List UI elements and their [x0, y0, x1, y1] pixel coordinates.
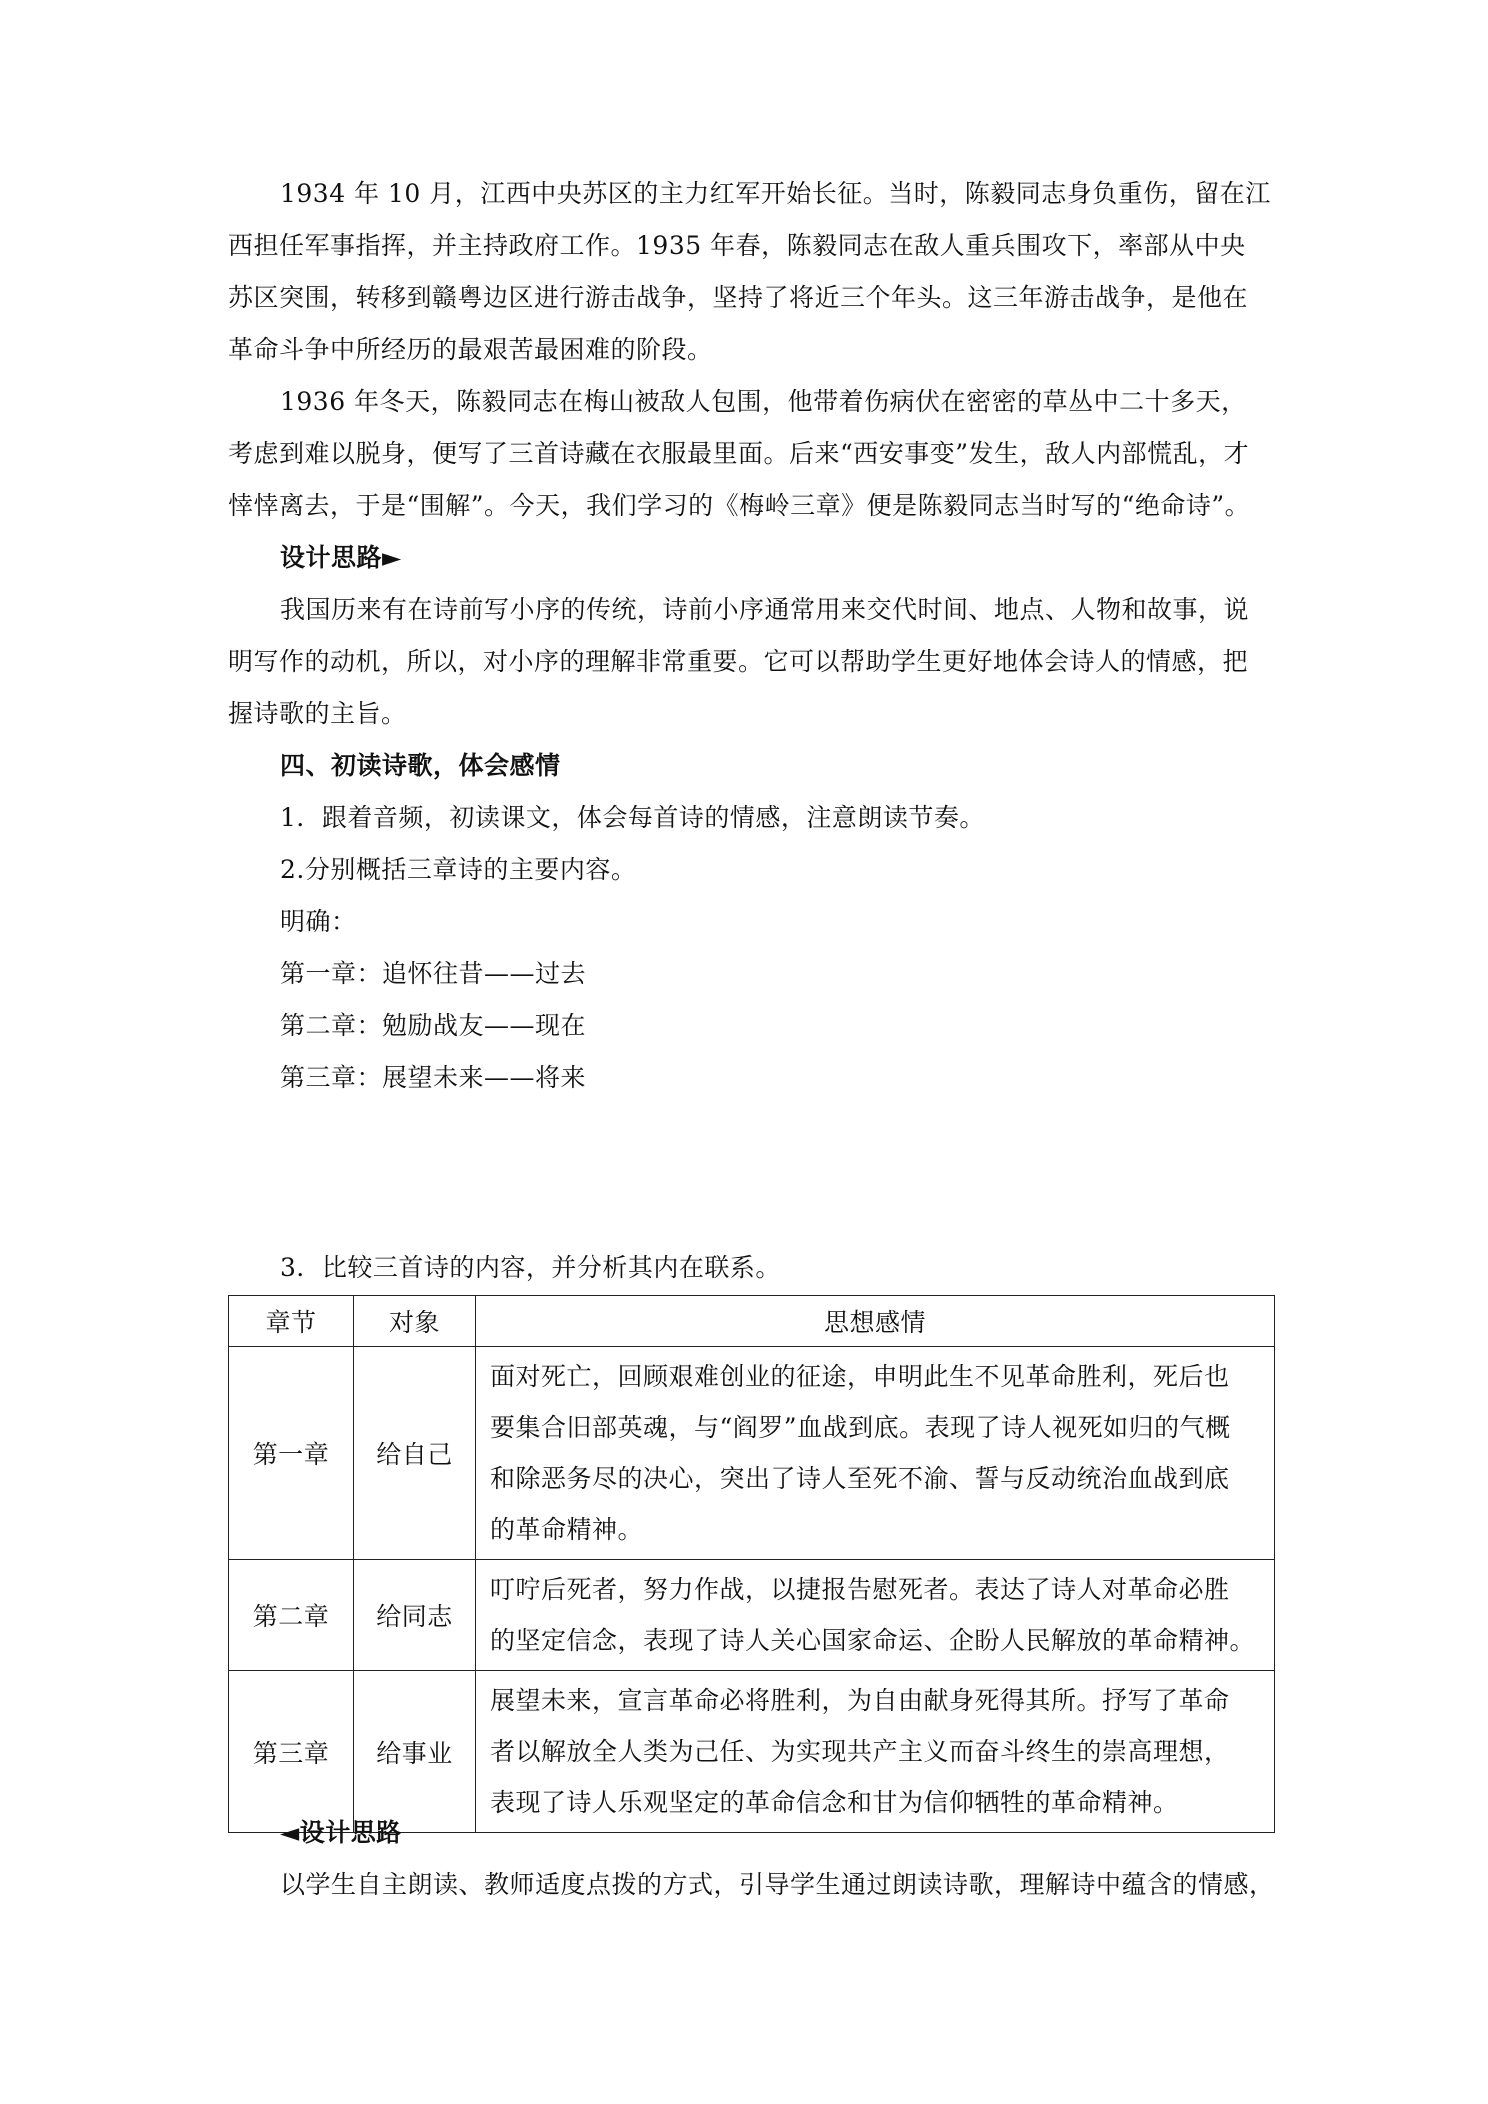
row-1-feeling-line-2: 要集合旧部英魂，与“阎罗”血战到底。表现了诗人视死如归的气概 — [490, 1413, 1231, 1442]
comparison-table — [228, 1295, 1275, 1833]
row-3-feeling-line-1: 展望未来，宣言革命必将胜利，为自由献身死得其所。抒写了革命 — [490, 1686, 1230, 1715]
design-thinking-heading-2: ◄设计思路 — [280, 1818, 402, 1847]
paragraph-1-line-1: 1934 年 10 月，江西中央苏区的主力红军开始长征。当时，陈毅同志身负重伤，留在江 — [280, 179, 1271, 208]
chapter-summary-1: 第一章：追怀往昔——过去 — [280, 959, 587, 988]
table-row — [229, 1671, 1275, 1833]
table-row — [229, 1560, 1275, 1671]
paragraph-1-line-4: 革命斗争中所经历的最艰苦最困难的阶段。 — [228, 335, 713, 364]
clarify-label: 明确： — [280, 907, 357, 936]
header-chapter: 章节 — [229, 1296, 354, 1347]
row-2-target: 给同志 — [354, 1560, 476, 1671]
chapter-summary-2: 第二章：勉励战友——现在 — [280, 1011, 587, 1040]
paragraph-2-line-1: 1936 年冬天，陈毅同志在梅山被敌人包围，他带着伤病伏在密密的草丛中二十多天， — [280, 387, 1247, 416]
row-1-feeling-line-4: 的革命精神。 — [490, 1515, 644, 1544]
row-3-feeling-line-3: 表现了诗人乐观坚定的革命信念和甘为信仰牺牲的革命精神。 — [490, 1788, 1179, 1817]
row-1-feeling-line-3: 和除恶务尽的决心，突出了诗人至死不渝、誓与反动统治血战到底 — [490, 1464, 1230, 1493]
row-2-chapter: 第二章 — [229, 1560, 354, 1671]
row-2-feeling-line-2: 的坚定信念，表现了诗人关心国家命运、企盼人民解放的革命精神。 — [490, 1626, 1256, 1655]
row-1-feeling — [476, 1347, 1275, 1560]
paragraph-3-line-1: 我国历来有在诗前写小序的传统，诗前小序通常用来交代时间、地点、人物和故事，说 — [280, 595, 1250, 624]
last-paragraph-line: 以学生自主朗读、教师适度点拨的方式，引导学生通过朗读诗歌，理解诗中蕴含的情感， — [280, 1870, 1275, 1899]
row-2-feeling — [476, 1560, 1275, 1671]
paragraph-1-line-3: 苏区突围，转移到赣粤边区进行游击战争，坚持了将近三个年头。这三年游击战争，是他在 — [228, 283, 1249, 312]
section-four-heading: 四、初读诗歌，体会感情 — [280, 751, 561, 780]
row-3-feeling-line-2: 者以解放全人类为己任、为实现共产主义而奋斗终生的崇高理想， — [490, 1737, 1230, 1766]
table-header-row — [229, 1296, 1275, 1347]
row-1-target: 给自己 — [354, 1347, 476, 1560]
row-1-chapter: 第一章 — [229, 1347, 354, 1560]
header-target: 对象 — [354, 1296, 476, 1347]
paragraph-3-line-2: 明写作的动机，所以，对小序的理解非常重要。它可以帮助学生更好地体会诗人的情感，把 — [228, 647, 1249, 676]
paragraph-1-line-2: 西担任军事指挥，并主持政府工作。1935 年春，陈毅同志在敌人重兵围攻下，率部从中央 — [228, 231, 1246, 260]
row-1-feeling-line-1: 面对死亡，回顾艰难创业的征途，申明此生不见革命胜利，死后也 — [490, 1362, 1230, 1391]
paragraph-2-line-2: 考虑到难以脱身，便写了三首诗藏在衣服最里面。后来“西安事变”发生，敌人内部慌乱，才 — [228, 439, 1250, 468]
paragraph-2-line-3: 悻悻离去，于是“围解”。今天，我们学习的《梅岭三章》便是陈毅同志当时写的“绝命诗”。 — [228, 491, 1251, 520]
list-item-2: 2.分别概括三章诗的主要内容。 — [280, 855, 637, 884]
list-item-1: 1．跟着音频，初读课文，体会每首诗的情感，注意朗读节奏。 — [280, 803, 985, 832]
header-feeling: 思想感情 — [476, 1296, 1275, 1347]
chapter-summary-3: 第三章：展望未来——将来 — [280, 1063, 587, 1092]
paragraph-3-line-3: 握诗歌的主旨。 — [228, 699, 407, 728]
list-item-3: 3．比较三首诗的内容，并分析其内在联系。 — [280, 1253, 781, 1282]
design-thinking-heading: 设计思路► — [280, 543, 402, 572]
row-3-chapter: 第三章 — [229, 1671, 354, 1833]
row-3-feeling — [476, 1671, 1275, 1833]
row-2-feeling-line-1: 叮咛后死者，努力作战，以捷报告慰死者。表达了诗人对革命必胜 — [490, 1575, 1230, 1604]
row-3-target: 给事业 — [354, 1671, 476, 1833]
table-row — [229, 1347, 1275, 1560]
